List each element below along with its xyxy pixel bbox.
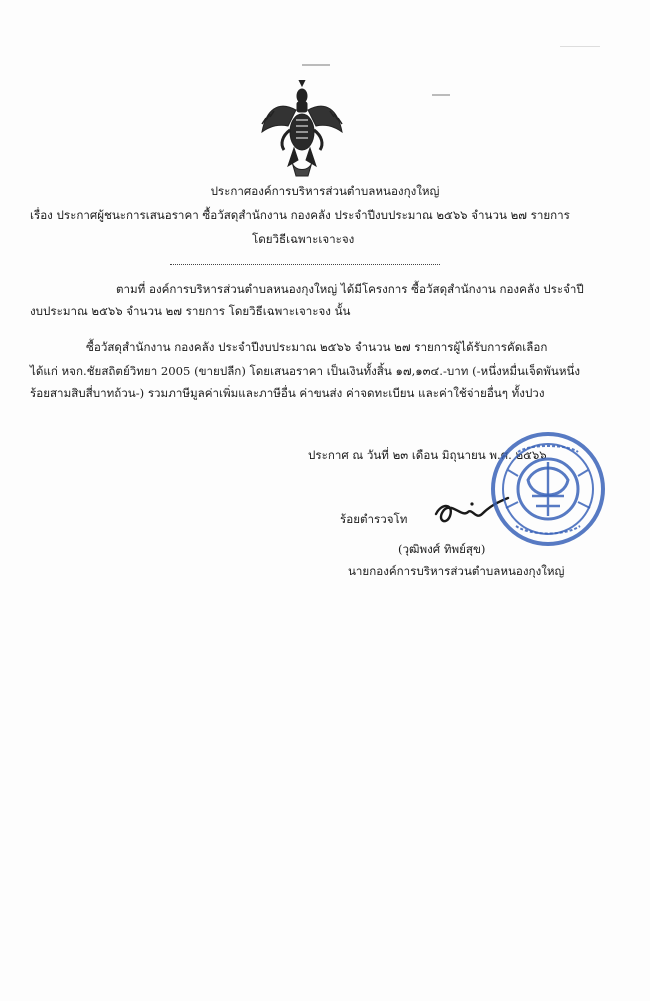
official-seal-stamp xyxy=(488,430,608,548)
document-title: ประกาศองค์การบริหารส่วนตำบลหนองกุงใหญ่ xyxy=(210,184,440,198)
signer-rank: ร้อยตำรวจโท xyxy=(340,512,408,526)
scan-speck xyxy=(432,94,450,96)
paragraph-2-line-1: ซื้อวัสดุสำนักงาน กองคลัง ประจำปีงบประมาณ ๒๕๖๖ จำนวน ๒๗ รายการผู้ได้รับการคัดเลือก xyxy=(86,340,548,354)
scan-speck xyxy=(560,46,600,47)
signer-position: นายกองค์การบริหารส่วนตำบลหนองกุงใหญ่ xyxy=(348,564,565,578)
scan-speck xyxy=(302,64,330,66)
document-subject-line-1: เรื่อง ประกาศผู้ชนะการเสนอราคา ซื้อวัสดุสำนักงาน กองคลัง ประจำปีงบประมาณ ๒๕๖๖ จำนวน ๒๗ รายการ xyxy=(30,208,570,222)
signer-name: (วุฒิพงศ์ ทิพย์สุข) xyxy=(398,542,486,556)
garuda-emblem-icon xyxy=(258,80,346,180)
announcement-date: ประกาศ ณ วันที่ ๒๓ เดือน มิถุนายน พ.ศ. ๒๕๖๖ xyxy=(308,448,547,462)
paragraph-2-line-2: ได้แก่ หจก.ชัยสถิตย์วิทยา 2005 (ขายปลีก) โดยเสนอราคา เป็นเงินทั้งสิ้น ๑๗,๑๓๔.-บาท (-หนึ่งหมื่นเจ็ดพันหนึ่ง xyxy=(30,364,581,378)
document-subject-line-2: โดยวิธีเฉพาะเจาะจง xyxy=(252,232,355,246)
paragraph-1-line-1: ตามที่ องค์การบริหารส่วนตำบลหนองกุงใหญ่ ได้มีโครงการ ซื้อวัสดุสำนักงาน กองคลัง ประจำปี xyxy=(116,282,584,296)
paragraph-1-line-2: งบประมาณ ๒๕๖๖ จำนวน ๒๗ รายการ โดยวิธีเฉพาะเจาะจง นั้น xyxy=(30,304,351,318)
paragraph-2-line-3: ร้อยสามสิบสี่บาทถ้วน-) รวมภาษีมูลค่าเพิ่มและภาษีอื่น ค่าขนส่ง ค่าจดทะเบียน และค่าใช้จ่ายอื่นๆ ทั้งปวง xyxy=(30,386,545,400)
dotted-divider xyxy=(170,264,440,265)
